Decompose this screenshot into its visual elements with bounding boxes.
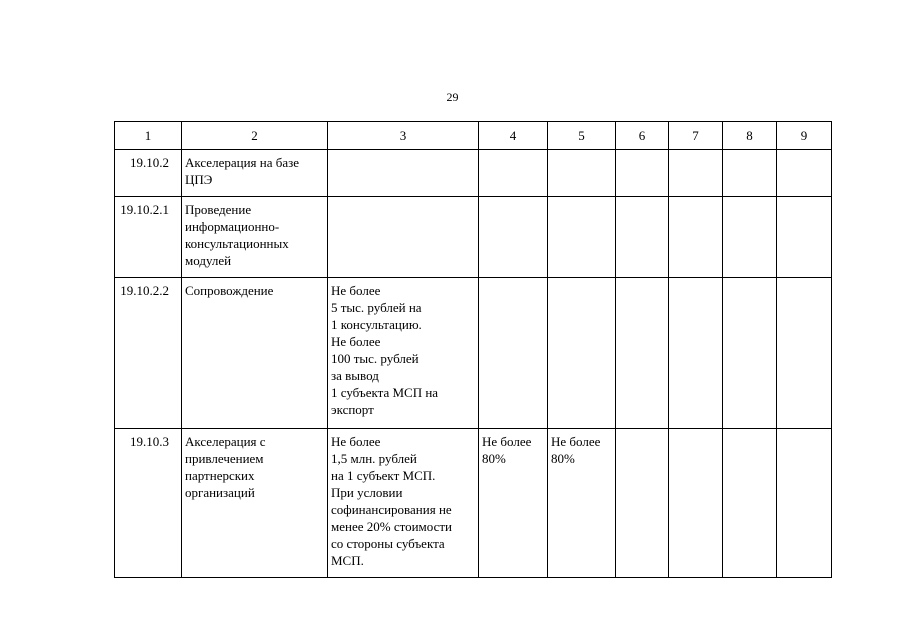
table-row — [115, 429, 832, 578]
name-line: партнерских — [185, 468, 255, 483]
row-code: 19.10.2.1 — [120, 202, 169, 217]
row-code-cell — [115, 278, 182, 429]
terms-line: за вывод — [331, 368, 379, 383]
name-line: Проведение — [185, 202, 252, 217]
terms-line: МСП. — [331, 553, 364, 568]
row-col4-cell — [479, 429, 548, 578]
row-terms-cell — [328, 150, 479, 197]
row-col8-cell — [723, 429, 777, 578]
row-name-cell — [182, 429, 328, 578]
row-col9-cell — [777, 150, 832, 197]
row-col9-cell — [777, 278, 832, 429]
row-col8-cell — [723, 150, 777, 197]
row-code: 19.10.3 — [130, 434, 169, 449]
name-line: Акселерация с — [185, 434, 266, 449]
table-row — [115, 150, 832, 197]
terms-line: со стороны субъекта — [331, 536, 445, 551]
terms-line: 1,5 млн. рублей — [331, 451, 417, 466]
terms-line: софинансирования не — [331, 502, 452, 517]
column-header: 5 — [548, 122, 616, 150]
terms-line: менее 20% стоимости — [331, 519, 453, 534]
row-code-cell — [115, 429, 182, 578]
column-header: 6 — [616, 122, 669, 150]
row-code: 19.10.2 — [130, 155, 169, 170]
terms-line: 1 субъекта МСП на — [331, 385, 439, 400]
row-col7-cell — [669, 429, 723, 578]
name-line: консультационных — [185, 236, 289, 251]
row-col9-cell — [777, 197, 832, 278]
row-col4-cell — [479, 150, 548, 197]
name-line: модулей — [185, 253, 232, 268]
col4-line: Не более — [482, 434, 532, 449]
col4-line: 80% — [482, 451, 506, 466]
col5-line: 80% — [551, 451, 575, 466]
row-col6-cell — [616, 150, 669, 197]
terms-line: Не более — [331, 283, 381, 298]
row-col8-cell — [723, 278, 777, 429]
column-header: 3 — [328, 122, 479, 150]
row-code: 19.10.2.2 — [120, 283, 169, 298]
name-line: ЦПЭ — [185, 172, 213, 187]
terms-line: При условии — [331, 485, 403, 500]
col5-line: Не более — [551, 434, 601, 449]
row-code-cell — [115, 150, 182, 197]
column-header: 9 — [777, 122, 832, 150]
page-number: 29 — [446, 90, 459, 104]
row-col5-cell — [548, 429, 616, 578]
row-col6-cell — [616, 278, 669, 429]
name-line: Акселерация на базе — [185, 155, 300, 170]
name-line: привлечением — [185, 451, 264, 466]
row-name-cell — [182, 150, 328, 197]
terms-line: экспорт — [331, 402, 374, 417]
table-row — [115, 197, 832, 278]
name-line: информационно- — [185, 219, 280, 234]
terms-line: Не более — [331, 434, 381, 449]
row-name-cell — [182, 197, 328, 278]
table-row — [115, 278, 832, 429]
name-line: Сопровождение — [185, 283, 274, 298]
row-code-cell — [115, 197, 182, 278]
row-col4-cell — [479, 197, 548, 278]
terms-line: 5 тыс. рублей на — [331, 300, 422, 315]
header-row — [115, 122, 832, 150]
column-header: 8 — [723, 122, 777, 150]
terms-line: 100 тыс. рублей — [331, 351, 419, 366]
row-col5-cell — [548, 278, 616, 429]
row-col5-cell — [548, 150, 616, 197]
row-col6-cell — [616, 197, 669, 278]
terms-line: 1 консультацию. — [331, 317, 422, 332]
row-name-cell — [182, 278, 328, 429]
row-col8-cell — [723, 197, 777, 278]
column-header: 4 — [479, 122, 548, 150]
row-col5-cell — [548, 197, 616, 278]
row-col9-cell — [777, 429, 832, 578]
terms-line: на 1 субъект МСП. — [331, 468, 436, 483]
row-col6-cell — [616, 429, 669, 578]
column-header: 2 — [182, 122, 328, 150]
row-col7-cell — [669, 278, 723, 429]
row-terms-cell — [328, 278, 479, 429]
column-header: 1 — [115, 122, 182, 150]
row-terms-cell — [328, 429, 479, 578]
terms-line: Не более — [331, 334, 381, 349]
column-header: 7 — [669, 122, 723, 150]
row-col7-cell — [669, 197, 723, 278]
data-table — [114, 121, 832, 578]
name-line: организаций — [185, 485, 255, 500]
row-col4-cell — [479, 278, 548, 429]
row-col7-cell — [669, 150, 723, 197]
row-terms-cell — [328, 197, 479, 278]
